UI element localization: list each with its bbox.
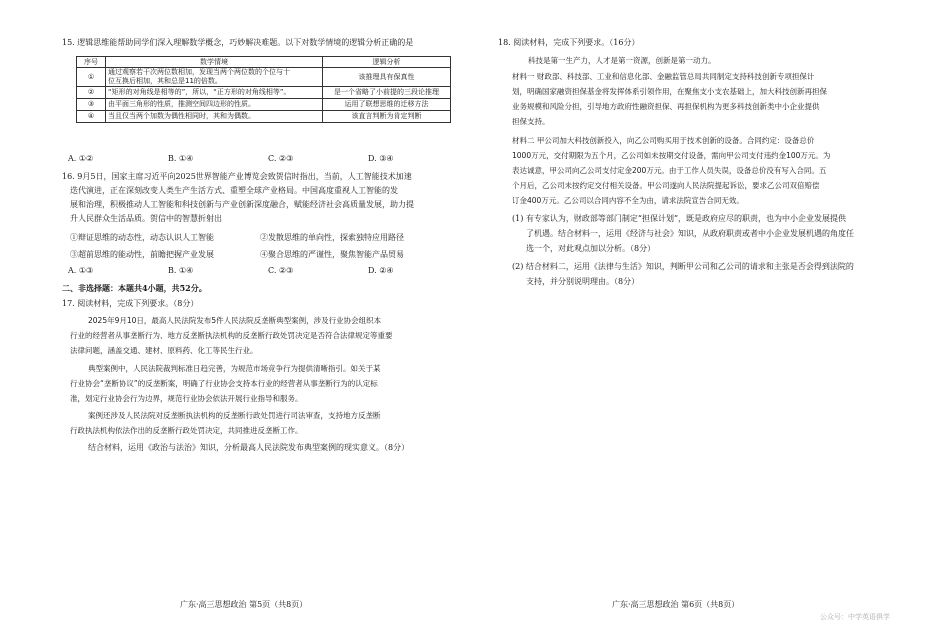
q17-para-line: 行政执法机构依法作出的反垄断行政处罚决定，共同推进反垄断工作。: [70, 426, 303, 435]
q18-stem: 18. 阅读材料，完成下列要求。（16分）: [498, 38, 640, 47]
table-row: [77, 68, 451, 87]
q18-sub1-line: 选一个，对此观点加以分析。（8分）: [526, 244, 656, 253]
q16-item: ③超前思维的能动性，前瞻把握产业发展: [70, 250, 214, 259]
q16-stem-line: 16. 9月5日，国家主席习近平向2025世界智能产业博览会致贺信时指出，当前，人工智能技术加速: [62, 172, 412, 181]
table-row: [77, 111, 451, 123]
row-num: ②: [77, 87, 106, 99]
row-analysis: 该直言判断为肯定判断: [323, 111, 451, 123]
q18-material2-line: 1000万元，交付期限为五个月，乙公司如未按期交付设备，需向甲公司支付违约金100万元。为: [512, 151, 831, 160]
row-num: ④: [77, 111, 106, 123]
row-num: ①: [77, 68, 106, 87]
q16-item: ②发散思维的单向性，探索独特应用路径: [260, 233, 404, 242]
row-analysis: 运用了联想思维的迁移方法: [323, 99, 451, 111]
option-d: D. ②④: [368, 266, 394, 275]
q17-para-line: 行业的经营者从事垄断行为、地方反垄断执法机构的反垄断行政处罚决定是否符合法律规定等重要: [70, 331, 393, 340]
q17-para-line: 法律问题，涵盖交通、建材、原料药、化工等民生行业。: [70, 346, 258, 355]
section-heading: 二、非选择题：本题共4小题，共52分。: [62, 283, 207, 293]
row-situation-line: 位互换后相加，其和总是11的倍数。: [108, 77, 222, 85]
option-d: D. ③④: [368, 154, 394, 163]
table-row: [77, 87, 451, 99]
q16-stem-line: 展和治理，积极推动人工智能和科技创新与产业创新深度融合，赋能经济社会高质量发展，助力提: [70, 200, 414, 209]
q17-para-line: 准，划定行业协会行为边界，规范行业协会依法开展行业指导和服务。: [70, 394, 303, 403]
q16-stem-line: 迭代演进，正在深刻改变人类生产生活方式、重塑全球产业格局。中国高度重视人工智能的发: [70, 186, 398, 195]
q16-stem-line: 升人民群众生活品质。贺信中的智慧折射出: [70, 214, 222, 223]
row-analysis: 是一个省略了小前提的三段论推理: [323, 87, 451, 99]
q15-stem: 15. 逻辑思维能帮助同学们深入理解数学概念，巧妙解决难题。以下对数学情境的逻辑分析正确的是: [62, 38, 414, 47]
q18-material1-line: 材料一 财政部、科技部、工业和信息化部、金融监管总局共同制定支持科技创新专项担保计: [512, 72, 815, 81]
q18-material2-line: 材料二 甲公司加大科技创新投入，向乙公司购买用于技术创新的设备。合同约定：设备总价: [512, 136, 815, 145]
q17-task: 结合材料，运用《政治与法治》知识，分析最高人民法院发布典型案例的现实意义。（8分）: [88, 443, 410, 452]
q18-material1-line: 担保支持。: [512, 117, 550, 126]
q18-material2-line: 订金400万元。乙公司以合同内容不全为由，请求法院宣告合同无效。: [512, 196, 744, 205]
option-a: A. ①②: [68, 154, 94, 163]
q16-item: ①辩证思维的动态性，动态认识人工智能: [70, 233, 214, 242]
q15-table: [76, 56, 451, 123]
q18-sub2-line: (2) 结合材料二，运用《法律与生活》知识，判断甲公司和乙公司的请求和主张是否会得到法院的: [512, 262, 854, 271]
table-header-row: [77, 57, 451, 68]
q18-sub2-line: 支持，并分别说明理由。（8分）: [526, 277, 640, 286]
table-header-situation: 数学情境: [106, 57, 323, 68]
row-situation: 当且仅当两个加数为偶性相同时，其和为偶数。: [106, 111, 323, 123]
row-situation: “矩形的对角线是相等的”，所以，“正方形的对角线相等”。: [106, 87, 323, 99]
q18-material1-line: 业务规模和风险分担，引导地方政府性融资担保、再担保机构为更多科技创新类中小企业提供: [512, 102, 820, 111]
page-footer-right: 广东·高三思想政治 第6页（共8页）: [612, 600, 740, 609]
row-situation: 由平面三角形的性质，推测空间四边形的性质。: [106, 99, 323, 111]
row-num: ③: [77, 99, 106, 111]
table-row: [77, 99, 451, 111]
table-header-analysis: 逻辑分析: [323, 57, 451, 68]
q18-material2-line: 表达诚意，甲公司向乙公司支付定金200万元。由于工作人员失误，设备总价没有写入合同。五: [512, 166, 827, 175]
row-analysis: 该推理具有保真性: [323, 68, 451, 87]
q17-stem: 17. 阅读材料，完成下列要求。（8分）: [62, 299, 199, 308]
q18-sub1-line: 了机遇。结合材料一，运用《经济与社会》知识，从政府职责或者中小企业发展机遇的角度任: [526, 229, 854, 238]
row-situation-line: 通过观察若干次两位数相加，发现当两个两位数的个位与十: [108, 68, 290, 76]
q18-intro: 科技是第一生产力，人才是第一资源，创新是第一动力。: [528, 56, 716, 65]
q17-para-line: 行业协会“垄断协议”的反垄断案，明确了行业协会支持本行业的经营者从事垄断行为的认定标: [70, 379, 378, 388]
option-b: B. ①④: [168, 154, 194, 163]
watermark-text: 公众号：中学英语俱学: [820, 613, 890, 621]
option-b: B. ①④: [168, 266, 194, 275]
q17-para-line: 2025年9月10日，最高人民法院发布5件人民法院反垄断典型案例，涉及行业协会组织本: [88, 316, 382, 325]
q18-material1-line: 划，明确国家融资担保基金将发挥体系引领作用，在聚焦支小支农基础上，加大科技创新再担保: [512, 87, 827, 96]
option-c: C. ②③: [268, 266, 294, 275]
option-c: C. ②③: [268, 154, 294, 163]
q17-para-line: 案例还涉及人民法院对反垄断执法机构的反垄断行政处罚进行司法审查，支持地方反垄断: [88, 411, 381, 420]
page-footer-left: 广东·高三思想政治 第5页（共8页）: [180, 600, 308, 609]
q16-item: ④聚合思维的严谨性，聚焦智能产品贸易: [260, 250, 404, 259]
q17-para-line: 典型案例中，人民法院裁判标准日趋完善，为规范市场竞争行为提供清晰指引。如关于某: [88, 364, 381, 373]
option-a: A. ①③: [68, 266, 94, 275]
row-situation: [106, 68, 323, 87]
q18-material2-line: 个月后，乙公司未按约定交付相关设备。甲公司遂向人民法院提起诉讼，要求乙公司双倍赔偿: [512, 181, 820, 190]
table-header-num: 序号: [77, 57, 106, 68]
q18-sub1-line: (1) 有专家认为，财政部等部门制定“担保计划”，既是政府应尽的职责，也为中小企业发展提供: [512, 214, 847, 223]
